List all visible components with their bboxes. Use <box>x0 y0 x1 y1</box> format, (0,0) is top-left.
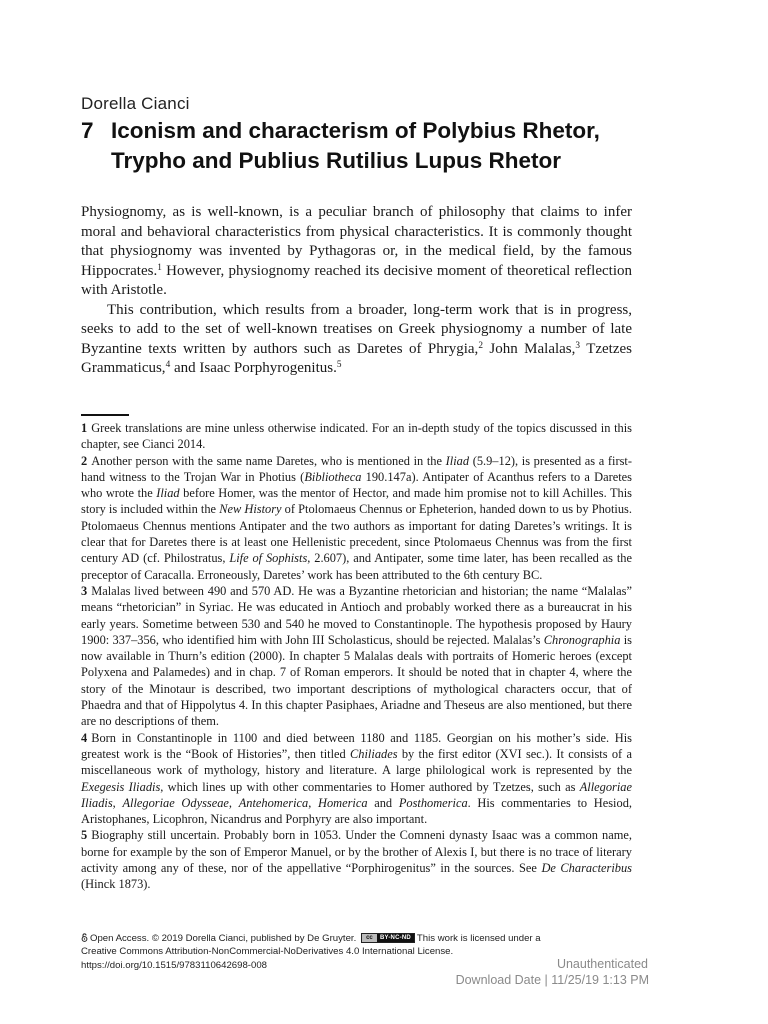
chapter-title: Iconism and characterism of Polybius Rhetor, Trypho and Publius Rutilius Lupus Rhetor <box>111 118 600 173</box>
text-run: Tzetzes Grammaticus, <box>81 340 632 376</box>
text-run: , <box>228 795 239 810</box>
text-run: , <box>112 795 123 810</box>
footnote-ref: 3 <box>575 340 581 351</box>
italic-text: Allegoriae Odysseae <box>122 795 229 810</box>
text-run: John Malalas, <box>482 340 576 357</box>
chapter-author: Dorella Cianci <box>81 94 190 113</box>
text-run: and Isaac Porphyrogenitus. <box>170 360 337 376</box>
body-text <box>81 203 632 379</box>
authentication-status: Unauthenticated <box>556 957 648 971</box>
footnote-number: 1 <box>81 421 88 435</box>
text-run: Another person with the same name Daretes, who is mentioned in the <box>91 453 446 468</box>
footnote <box>81 827 632 892</box>
cc-badge-right: BY-NC-ND <box>377 934 414 942</box>
footnote-text <box>81 731 632 826</box>
footnote <box>81 730 632 828</box>
open-access-lock-icon <box>81 933 88 942</box>
italic-text: Antehomerica <box>238 795 309 810</box>
cc-badge-left: cc <box>362 934 377 942</box>
footnote-ref: 5 <box>336 359 342 370</box>
text-run: (Hinck 1873). <box>81 877 151 892</box>
text-run: , <box>308 795 318 810</box>
footnote-number: 4 <box>81 730 88 745</box>
download-date: Download Date | 11/25/19 1:13 PM <box>455 973 649 987</box>
italic-text: Chronographia <box>543 632 621 647</box>
body-paragraph <box>81 203 632 301</box>
italic-text: Bibliotheca <box>304 469 362 484</box>
footnote-text <box>81 828 632 891</box>
italic-text: Allegoriae Iliadis <box>81 779 632 810</box>
license-line-1 <box>81 932 641 945</box>
text-run: Greek translations are mine unless otherwise indicated. For an in-depth study of the topics discussed in this chapter, see Cianci 2014. <box>81 421 632 452</box>
text-run: (5.9–12), is presented as a first-hand witness to the Trojan War in Photius ( <box>81 453 632 484</box>
italic-text: Iliad <box>445 453 470 468</box>
text-run: . His commentaries to Hesiod, Aristophanes, Licophron, Nicandrus and Porphyry are also important. <box>81 795 632 827</box>
chapter-number: 7 <box>81 118 94 143</box>
body-paragraph <box>81 301 632 379</box>
footnote-text <box>81 421 632 451</box>
italic-text: Exegesis Iliadis <box>81 779 161 794</box>
footnote-ref: 4 <box>165 359 171 370</box>
text-run: Born in Constantinople in 1100 and died between 1180 and 1185. Georgian on his mother’s side. His greatest work is the “Book of Histories”, then titled <box>81 730 632 761</box>
text-run: by the first editor (XVI sec.). It consists of a miscellaneous work of mythology, history and literature. A large philological work is represented by the <box>81 746 632 778</box>
text-run: Physiognomy, as is well-known, is a peculiar branch of philosophy that claims to infer moral and behavioral characteristics from physical characteristics. It is commonly thought that physiognomy was invented by Pythagoras or, in the medical field, by the famous Hippocrates. <box>81 204 632 279</box>
text-run: and <box>367 795 399 810</box>
italic-text: Iliad <box>156 486 180 501</box>
license-suffix: This work is licensed under a <box>416 933 541 944</box>
text-run: , which lines up with other commentaries to Homer authored by Tzetzes, such as <box>160 779 580 794</box>
italic-text: Life of Sophists <box>229 551 308 566</box>
footnote-number: 2 <box>81 453 88 468</box>
footnote <box>81 583 632 730</box>
doi-link: https://doi.org/10.1515/9783110642698-008 <box>81 959 267 971</box>
italic-text: Posthomerica <box>398 795 468 810</box>
footnote-ref: 2 <box>478 340 483 351</box>
text-run: before Homer, was the mentor of Hector, and made him promise not to kill Achilles. This story is included within the <box>81 486 632 517</box>
license-line-2: Creative Commons Attribution-NonCommercial-NoDerivatives 4.0 International License. <box>81 946 454 958</box>
license-prefix: Open Access. © 2019 Dorella Cianci, published by De Gruyter. <box>90 933 357 944</box>
footnote-divider <box>81 414 129 416</box>
footnote-ref: 1 <box>157 262 162 273</box>
footnote-number: 5 <box>81 828 88 843</box>
italic-text: Chiliades <box>350 746 398 761</box>
text-run: , 2.607), and Antipater, some time later, has been recalled as the preceptor of Caracalla. Erroneously, Daretes’ work has been attributed to the 6th century BC. <box>81 551 632 582</box>
italic-text: Homerica <box>318 795 368 810</box>
text-run: 190.147a). Antipater of Acanthus refers to a Daretes who wrote the <box>81 469 632 501</box>
footnote <box>81 453 632 583</box>
footnote-number: 3 <box>81 583 88 598</box>
text-run: Biography still uncertain. Probably born in 1053. Under the Comneni dynasty Isaac was a common name, borne for example by the son of Emperor Manuel, or by the brother of Alexis I, but there is no trace of literary activity among any of these, nor of the appellative “Porphirogenitus” in the sources. See <box>81 828 632 876</box>
text-run: However, physiognomy reached its decisive moment of theoretical reflection with Aristotle. <box>81 262 632 298</box>
text-run: This contribution, which results from a broader, long-term work that is in progress, seeks to add to the set of well-known treatises on Greek physiognomy a number of late Byzantine texts written by authors such as Daretes of Phrygia, <box>81 301 632 357</box>
text-run: of Ptolomaeus Chennus or Epheterion, handed down to us by Photius. Ptolomaeus Chennus mentions Antipater and the two authors as important for dating Daretes’s writings. It is clear that for Daretes there is at least one Hellenistic precedent, since Ptolomaeus Chennus was from the first century AD (cf. Philostratus, <box>81 502 632 566</box>
text-run: Malalas lived between 490 and 570 AD. He was a Byzantine rhetorician and historian; the name “Malalas” means “rhetorician” in Syriac. He was educated in Antioch and probably worked there as a bureaucrat in his early years. Sometime between 530 and 540 he moved to Constantinople. The hypothesis proposed by Haury 1900: 337–356, who identified him with John III Scholasticus, should be rejected. Malalas’s <box>81 583 632 647</box>
italic-text: New History <box>219 502 282 517</box>
italic-text: De Characteribus <box>541 861 633 876</box>
text-run: is now available in Thurn’s edition (2000). In chapter 5 Malalas deals with portraits of Homeric heroes (except Polyxena and Palamedes) and in chap. 7 of Roman emperors. It should be noted that in chapter 4, where the story of the Minotaur is described, two important descriptions of mythological characters occur, that of Phaedra and that of Hippolytus 4. In this chapter Pasiphaes, Ariadne and Theseus are also mentioned, but there are no descriptions of them. <box>81 632 632 729</box>
cc-license-badge-icon <box>361 933 415 943</box>
footnote <box>81 420 632 453</box>
footnote-text <box>81 584 632 728</box>
footnotes <box>81 420 632 893</box>
footnote-text <box>81 454 632 582</box>
